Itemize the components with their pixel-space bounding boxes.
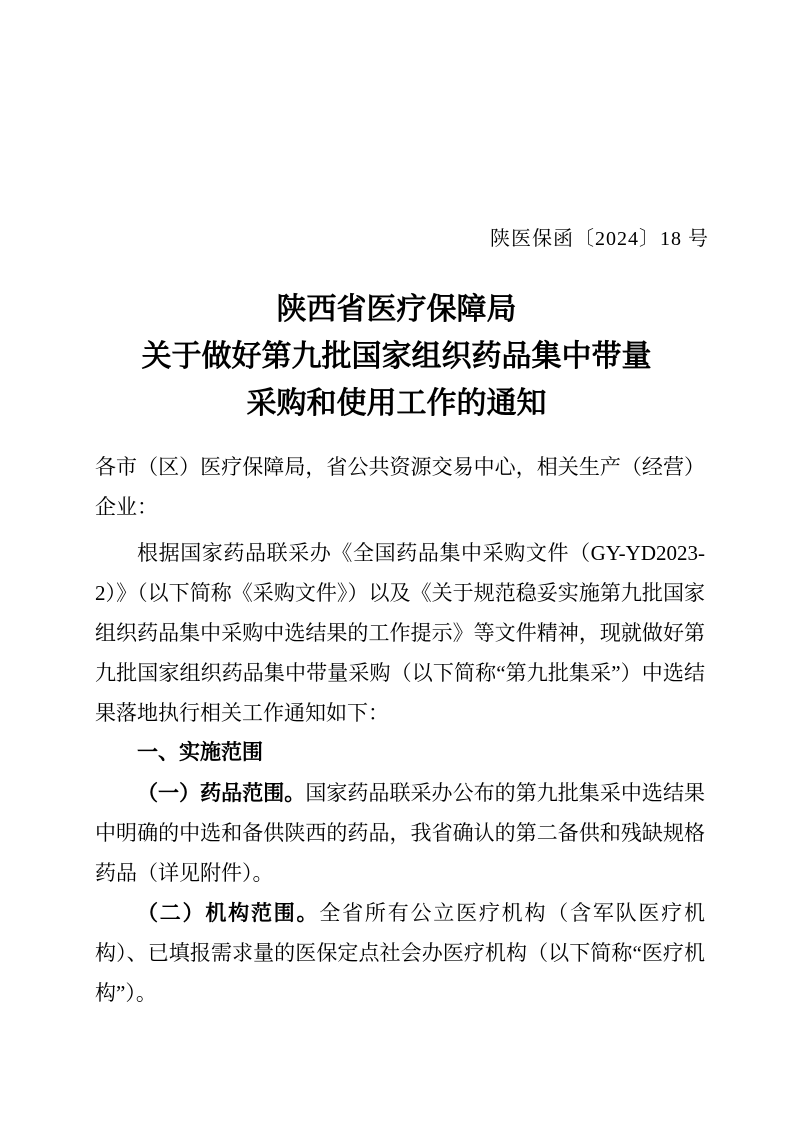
doc-number: 陕医保函〔2024〕18 号 bbox=[490, 228, 709, 250]
title-line-3: 采购和使用工作的通知 bbox=[246, 387, 547, 420]
section-heading-1: 一、实施范围 bbox=[137, 741, 263, 764]
item2-lead: （二）机构范围。 bbox=[137, 901, 320, 925]
item1-lead: （一）药品范围。 bbox=[137, 781, 306, 805]
title-line-2: 关于做好第九批国家组织药品集中带量 bbox=[141, 340, 652, 373]
salutation: 各市（区）医疗保障局，省公共资源交易中心，相关生产（经营）企业： bbox=[95, 455, 705, 519]
document-body bbox=[95, 447, 705, 1013]
item-paragraph-2 bbox=[95, 893, 705, 1013]
item2-text: 全省所有公立医疗机构（含军队医疗机构）、已填报需求量的医保定点社会办医疗机构（以下简称“医疗机构”）。 bbox=[95, 901, 706, 1005]
title-line-1: 陕西省医疗保障局 bbox=[276, 293, 517, 326]
document-title bbox=[0, 286, 793, 427]
item1-text: 国家药品联采办公布的第九批集采中选结果中明确的中选和备供陕西的药品，我省确认的第二备供和残缺规格药品（详见附件）。 bbox=[95, 781, 706, 885]
item-paragraph-1 bbox=[95, 773, 705, 893]
intro-paragraph: 根据国家药品联采办《全国药品集中采购文件（GY-YD2023-2）》（以下简称《采购文件》）以及《关于规范稳妥实施第九批国家组织药品集中采购中选结果的工作提示》等文件精神，现就做好第九批国家组织药品集中带量采购（以下简称“第九批集采”）中选结果落地执行相关工作通知如下： bbox=[95, 541, 705, 725]
